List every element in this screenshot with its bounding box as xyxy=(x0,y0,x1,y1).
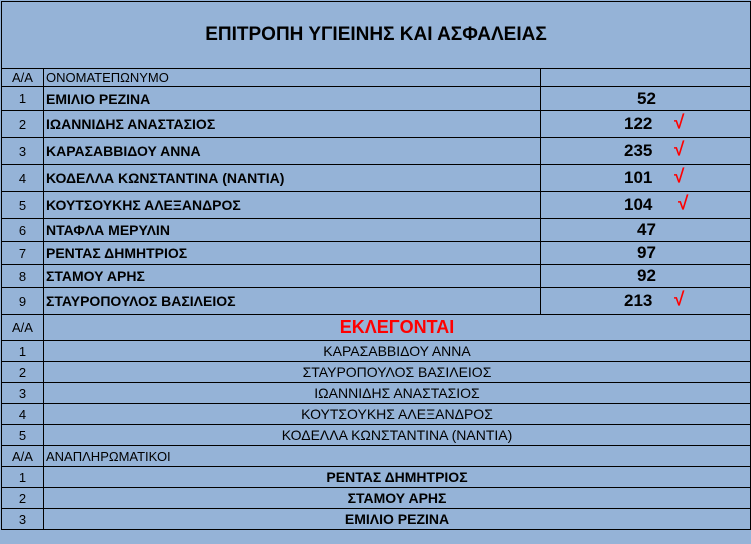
candidate-name[interactable]: ΕΜΙΛΙΟ ΡΕΖΙΝΑ xyxy=(44,87,541,111)
candidate-name[interactable]: ΙΩΑΝΝΙΔΗΣ ΑΝΑΣΤΑΣΙΟΣ xyxy=(44,111,541,138)
elected-number[interactable]: 3 xyxy=(2,383,44,404)
title-row xyxy=(2,2,751,69)
elected-heading[interactable]: ΕΚΛΕΓΟΝΤΑΙ xyxy=(44,315,751,341)
elected-name[interactable]: ΚΑΡΑΣΑΒΒΙΔΟΥ ΑΝΝΑ xyxy=(44,341,751,362)
candidate-number[interactable]: 6 xyxy=(2,219,44,242)
header-row xyxy=(2,69,751,87)
candidate-votes-cell[interactable] xyxy=(541,288,751,315)
elected-name[interactable]: ΣΤΑΥΡΟΠΟΥΛΟΣ ΒΑΣΙΛΕΙΟΣ xyxy=(44,362,751,383)
candidate-votes: 52 xyxy=(637,88,656,108)
name-header[interactable]: ΟΝΟΜΑΤΕΠΩΝΥΜΟ xyxy=(44,69,541,87)
elected-index-header[interactable]: Α/Α xyxy=(2,315,44,341)
elected-row xyxy=(2,425,751,446)
candidate-row xyxy=(2,242,751,265)
elected-body xyxy=(2,341,751,446)
candidate-name[interactable]: ΡΕΝΤΑΣ ΔΗΜΗΤΡΙΟΣ xyxy=(44,242,541,265)
election-results-table xyxy=(1,1,751,530)
candidate-row xyxy=(2,288,751,315)
candidate-name[interactable]: ΣΤΑΥΡΟΠΟΥΛΟΣ ΒΑΣΙΛΕΙΟΣ xyxy=(44,288,541,315)
check-mark-icon: √ xyxy=(674,112,685,134)
candidate-number[interactable]: 3 xyxy=(2,138,44,165)
substitute-number[interactable]: 3 xyxy=(2,509,44,530)
check-mark-icon: √ xyxy=(674,166,685,188)
candidate-votes-cell[interactable] xyxy=(541,219,751,242)
candidate-votes-cell[interactable] xyxy=(541,111,751,138)
candidate-number[interactable]: 1 xyxy=(2,87,44,111)
candidate-name[interactable]: ΝΤΑΦΛΑ ΜΕΡΥΛΙΝ xyxy=(44,219,541,242)
elected-number[interactable]: 5 xyxy=(2,425,44,446)
candidate-votes: 47 xyxy=(637,220,656,239)
elected-row xyxy=(2,362,751,383)
elected-number[interactable]: 4 xyxy=(2,404,44,425)
candidates-body xyxy=(2,87,751,315)
substitute-row xyxy=(2,467,751,488)
substitute-row xyxy=(2,488,751,509)
sheet-title[interactable]: ΕΠΙΤΡΟΠΗ ΥΓΙΕΙΝΗΣ ΚΑΙ ΑΣΦΑΛΕΙΑΣ xyxy=(2,2,751,69)
candidate-name[interactable]: ΚΟΔΕΛΛΑ ΚΩΝΣΤΑΝΤΙΝΑ (ΝΑΝΤΙΑ) xyxy=(44,165,541,192)
candidate-votes: 92 xyxy=(637,266,656,285)
elected-name[interactable]: ΚΟΥΤΣΟΥΚΗΣ ΑΛΕΞΑΝΔΡΟΣ xyxy=(44,404,751,425)
candidate-votes-cell[interactable] xyxy=(541,192,751,219)
candidate-row xyxy=(2,165,751,192)
candidate-name[interactable]: ΚΟΥΤΣΟΥΚΗΣ ΑΛΕΞΑΝΔΡΟΣ xyxy=(44,192,541,219)
votes-header[interactable] xyxy=(541,69,751,87)
check-mark-icon: √ xyxy=(678,193,689,215)
substitutes-body xyxy=(2,467,751,530)
elected-row xyxy=(2,341,751,362)
substitutes-header-row xyxy=(2,446,751,467)
elected-row xyxy=(2,404,751,425)
elected-name[interactable]: ΙΩΑΝΝΙΔΗΣ ΑΝΑΣΤΑΣΙΟΣ xyxy=(44,383,751,404)
candidate-row xyxy=(2,265,751,288)
substitute-name[interactable]: ΕΜΙΛΙΟ ΡΕΖΙΝΑ xyxy=(44,509,751,530)
candidate-votes: 101 xyxy=(624,168,653,187)
substitutes-index-header[interactable]: Α/Α xyxy=(2,446,44,467)
substitute-name[interactable]: ΡΕΝΤΑΣ ΔΗΜΗΤΡΙΟΣ xyxy=(44,467,751,488)
candidate-row xyxy=(2,111,751,138)
candidate-votes-cell[interactable] xyxy=(541,87,751,111)
elected-row xyxy=(2,383,751,404)
elected-header-row xyxy=(2,315,751,341)
candidate-votes: 122 xyxy=(624,114,653,133)
candidate-row xyxy=(2,138,751,165)
substitute-number[interactable]: 1 xyxy=(2,467,44,488)
candidate-votes-cell[interactable] xyxy=(541,242,751,265)
candidate-number[interactable]: 5 xyxy=(2,192,44,219)
candidate-votes: 235 xyxy=(624,141,653,160)
candidate-votes: 104 xyxy=(624,195,653,214)
check-mark-icon: √ xyxy=(674,289,685,311)
index-header[interactable]: Α/Α xyxy=(2,69,44,87)
elected-number[interactable]: 1 xyxy=(2,341,44,362)
candidate-votes: 97 xyxy=(637,243,656,262)
candidate-number[interactable]: 2 xyxy=(2,111,44,138)
candidate-votes-cell[interactable] xyxy=(541,138,751,165)
candidate-votes-cell[interactable] xyxy=(541,265,751,288)
candidate-number[interactable]: 9 xyxy=(2,288,44,315)
check-mark-icon: √ xyxy=(674,139,685,161)
substitute-number[interactable]: 2 xyxy=(2,488,44,509)
candidate-row xyxy=(2,192,751,219)
candidate-name[interactable]: ΣΤΑΜΟΥ ΑΡΗΣ xyxy=(44,265,541,288)
candidate-number[interactable]: 7 xyxy=(2,242,44,265)
substitutes-heading[interactable]: ΑΝΑΠΛΗΡΩΜΑΤΙΚΟΙ xyxy=(44,446,751,467)
candidate-votes: 213 xyxy=(624,291,653,310)
elected-name[interactable]: ΚΟΔΕΛΛΑ ΚΩΝΣΤΑΝΤΙΝΑ (ΝΑΝΤΙΑ) xyxy=(44,425,751,446)
candidate-votes-cell[interactable] xyxy=(541,165,751,192)
candidate-name[interactable]: ΚΑΡΑΣΑΒΒΙΔΟΥ ΑΝΝΑ xyxy=(44,138,541,165)
candidate-row xyxy=(2,219,751,242)
candidate-row xyxy=(2,87,751,111)
substitute-name[interactable]: ΣΤΑΜΟΥ ΑΡΗΣ xyxy=(44,488,751,509)
elected-number[interactable]: 2 xyxy=(2,362,44,383)
candidate-number[interactable]: 4 xyxy=(2,165,44,192)
substitute-row xyxy=(2,509,751,530)
candidate-number[interactable]: 8 xyxy=(2,265,44,288)
